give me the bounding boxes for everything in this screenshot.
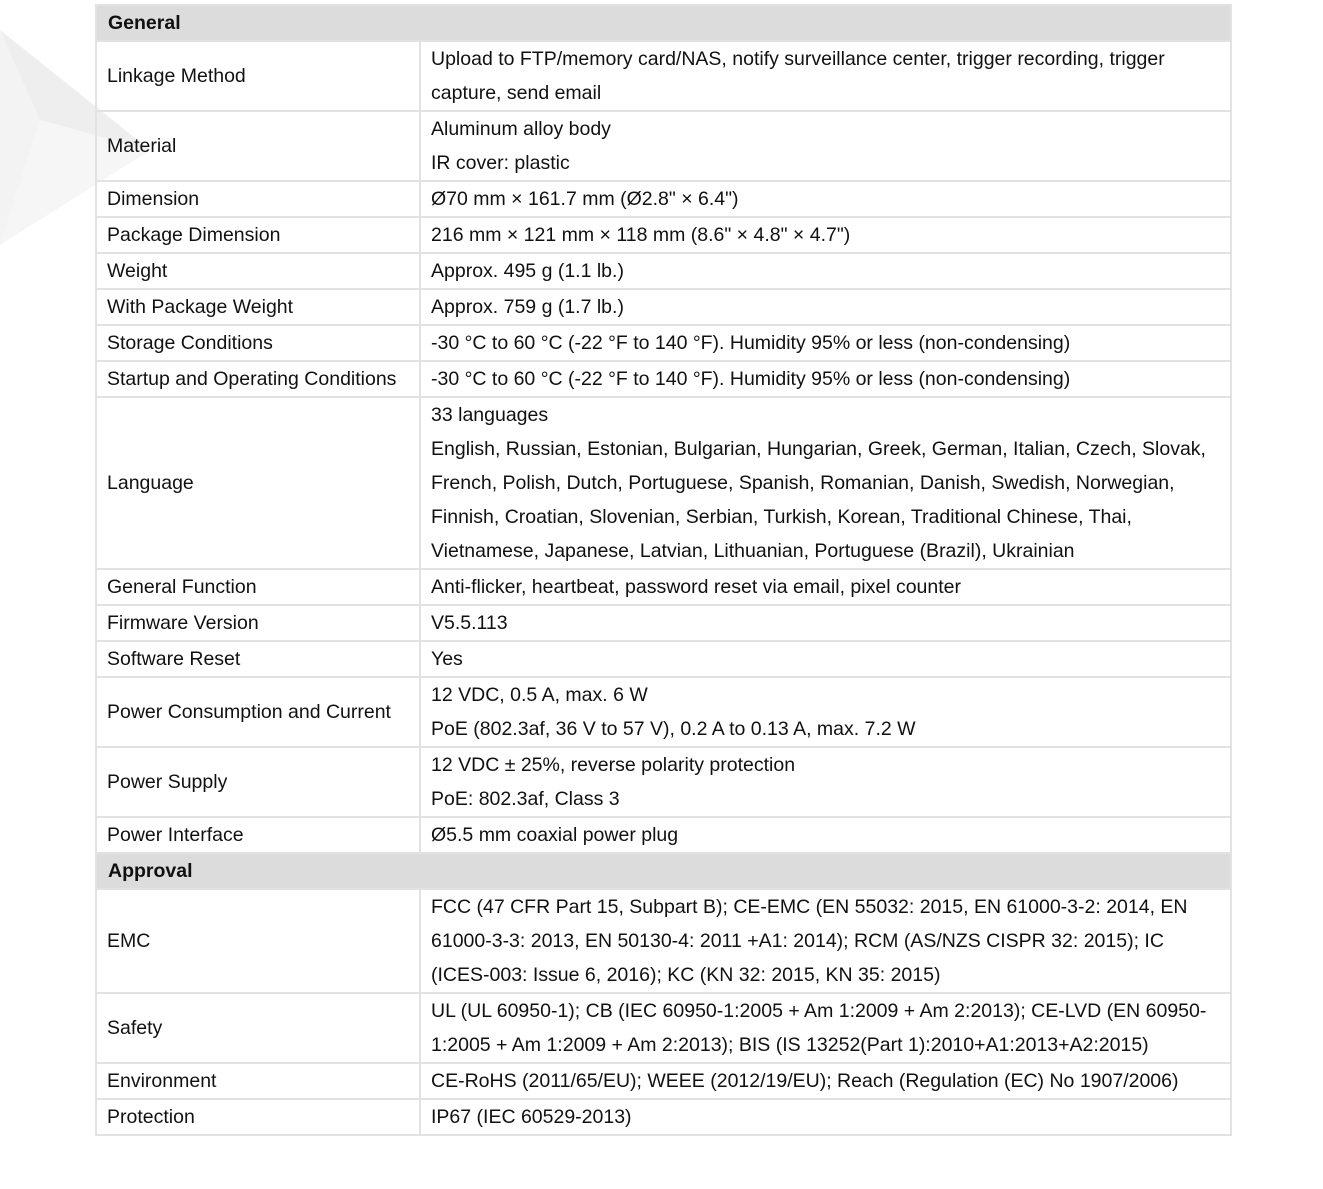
spec-value-line: PoE (802.3af, 36 V to 57 V), 0.2 A to 0.13 A, max. 7.2 W — [431, 718, 916, 740]
spec-value — [420, 111, 1231, 181]
spec-label: Linkage Method — [96, 41, 420, 111]
spec-value — [420, 1099, 1231, 1135]
spec-value-line: 216 mm × 121 mm × 118 mm (8.6" × 4.8" × 4.7") — [431, 224, 851, 246]
section-title: Approval — [96, 853, 1231, 889]
spec-value-line: Upload to FTP/memory card/NAS, notify surveillance center, trigger recording, trigger capture, send email — [431, 48, 1165, 104]
spec-row — [96, 641, 1231, 677]
specification-table-body — [96, 5, 1231, 1135]
spec-value-line: CE-RoHS (2011/65/EU); WEEE (2012/19/EU); Reach (Regulation (EC) No 1907/2006) — [431, 1070, 1179, 1092]
spec-row — [96, 111, 1231, 181]
spec-label: Dimension — [96, 181, 420, 217]
spec-row — [96, 1099, 1231, 1135]
spec-label: Power Interface — [96, 817, 420, 853]
spec-value-line: Aluminum alloy body — [431, 118, 611, 140]
spec-value-line: IR cover: plastic — [431, 152, 570, 174]
spec-value-line: UL (UL 60950-1); CB (IEC 60950-1:2005 + Am 1:2009 + Am 2:2013); CE-LVD (EN 60950-1:2005 + Am 1:2009 + Am 2:2013); BIS (IS 13252(Part 1):2010+A1:2013+A2:2015) — [431, 1000, 1207, 1056]
spec-value — [420, 361, 1231, 397]
spec-value — [420, 1063, 1231, 1099]
spec-value-line: Anti-flicker, heartbeat, password reset via email, pixel counter — [431, 576, 961, 598]
spec-label: Storage Conditions — [96, 325, 420, 361]
spec-label: Environment — [96, 1063, 420, 1099]
spec-value-line: IP67 (IEC 60529-2013) — [431, 1106, 632, 1128]
spec-value — [420, 397, 1231, 569]
spec-label: Material — [96, 111, 420, 181]
spec-row — [96, 253, 1231, 289]
spec-value — [420, 289, 1231, 325]
section-header-row — [96, 5, 1231, 41]
spec-row — [96, 889, 1231, 993]
spec-label: Power Consumption and Current — [96, 677, 420, 747]
spec-row — [96, 397, 1231, 569]
spec-value-line: Approx. 495 g (1.1 lb.) — [431, 260, 624, 282]
spec-label: With Package Weight — [96, 289, 420, 325]
section-header-row — [96, 853, 1231, 889]
spec-value-line: -30 °C to 60 °C (-22 °F to 140 °F). Humidity 95% or less (non-condensing) — [431, 332, 1071, 354]
spec-value — [420, 641, 1231, 677]
spec-row — [96, 677, 1231, 747]
spec-label: Firmware Version — [96, 605, 420, 641]
spec-row — [96, 289, 1231, 325]
spec-row — [96, 217, 1231, 253]
spec-value-line: Yes — [431, 648, 463, 670]
spec-value — [420, 889, 1231, 993]
spec-row — [96, 181, 1231, 217]
spec-label: Weight — [96, 253, 420, 289]
spec-value-line: 33 languages — [431, 404, 549, 426]
spec-value — [420, 253, 1231, 289]
spec-row — [96, 747, 1231, 817]
spec-row — [96, 569, 1231, 605]
spec-value-line: Ø5.5 mm coaxial power plug — [431, 824, 679, 846]
spec-label: Package Dimension — [96, 217, 420, 253]
spec-value — [420, 181, 1231, 217]
spec-row — [96, 361, 1231, 397]
spec-label: Startup and Operating Conditions — [96, 361, 420, 397]
spec-value — [420, 41, 1231, 111]
spec-row — [96, 325, 1231, 361]
spec-label: Safety — [96, 993, 420, 1063]
spec-value-line: FCC (47 CFR Part 15, Subpart B); CE-EMC (EN 55032: 2015, EN 61000-3-2: 2014, EN 61000-3-3: 2013, EN 50130-4: 2011 +A1: 2014); RCM (AS/NZS CISPR 32: 2015); IC (ICES-003: Issue 6, 2016); KC (KN 32: 2015, KN 35: 2015) — [431, 896, 1188, 986]
spec-row — [96, 41, 1231, 111]
spec-value — [420, 993, 1231, 1063]
spec-value-line: 12 VDC, 0.5 A, max. 6 W — [431, 684, 648, 706]
specification-table — [95, 4, 1232, 1136]
spec-label: Protection — [96, 1099, 420, 1135]
spec-value — [420, 605, 1231, 641]
spec-value — [420, 677, 1231, 747]
spec-value-line: English, Russian, Estonian, Bulgarian, Hungarian, Greek, German, Italian, Czech, Slovak, French, Polish, Dutch, Portuguese, Spanish, Romanian, Danish, Swedish, Norwegian, Finnish, Croatian, Slovenian, Serbian, Turkish, Korean, Traditional Chinese, Thai, Vietnamese, Japanese, Latvian, Lithuanian, Portuguese (Brazil), Ukrainian — [431, 438, 1206, 562]
spec-label: General Function — [96, 569, 420, 605]
spec-value-line: -30 °C to 60 °C (-22 °F to 140 °F). Humidity 95% or less (non-condensing) — [431, 368, 1071, 390]
spec-label: Language — [96, 397, 420, 569]
spec-value-line: 12 VDC ± 25%, reverse polarity protection — [431, 754, 796, 776]
spec-value-line: PoE: 802.3af, Class 3 — [431, 788, 620, 810]
spec-value — [420, 747, 1231, 817]
spec-row — [96, 1063, 1231, 1099]
spec-label: Software Reset — [96, 641, 420, 677]
spec-value — [420, 217, 1231, 253]
spec-value-line: V5.5.113 — [431, 612, 508, 634]
spec-label: EMC — [96, 889, 420, 993]
spec-value — [420, 325, 1231, 361]
spec-row — [96, 817, 1231, 853]
spec-row — [96, 605, 1231, 641]
section-title: General — [96, 5, 1231, 41]
spec-value — [420, 817, 1231, 853]
spec-row — [96, 993, 1231, 1063]
spec-value-line: Ø70 mm × 161.7 mm (Ø2.8" × 6.4") — [431, 188, 739, 210]
spec-value — [420, 569, 1231, 605]
spec-value-line: Approx. 759 g (1.7 lb.) — [431, 296, 624, 318]
spec-label: Power Supply — [96, 747, 420, 817]
